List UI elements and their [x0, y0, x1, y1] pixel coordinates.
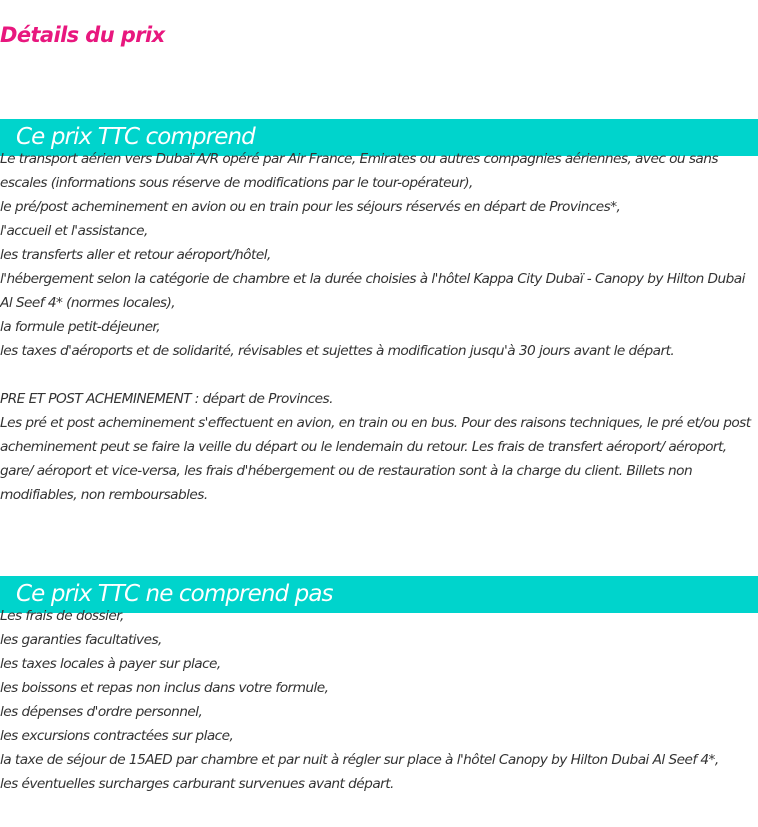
- excluded-item: la taxe de séjour de 15AED par chambre et par nuit à régler sur place à l'hôtel Canopy by Hilton Dubai Al Seef 4*,: [0, 752, 719, 768]
- excluded-item: Les frais de dossier,: [0, 608, 124, 624]
- page-title: Détails du prix: [0, 23, 165, 47]
- included-item: le pré/post acheminement en avion ou en train pour les séjours réservés en départ de Provinces*,: [0, 199, 621, 215]
- excluded-item: les boissons et repas non inclus dans votre formule,: [0, 680, 329, 696]
- included-item: Le transport aérien vers Dubaï A/R opéré par Air France, Emirates ou autres compagnies aériennes, avec ou sans escales (informations sous réserve de modifications par le tour-opérateur),: [0, 151, 718, 191]
- excluded-item: les dépenses d'ordre personnel,: [0, 704, 203, 720]
- included-section-body: [0, 147, 758, 507]
- pre-post-note-text: Les pré et post acheminement s'effectuent en avion, en train ou en bus. Pour des raisons techniques, le pré et/ou post acheminement peut se faire la veille du départ ou le lendemain du retour. Les frais de transfert aéroport/ aéroport, gare/ aéroport et vice-versa, les frais d'hébergement ou de restauration sont à la charge du client. Billets non modifiables, non remboursables.: [0, 415, 751, 503]
- included-section-header: Ce prix TTC comprend: [0, 119, 758, 156]
- excluded-item: les excursions contractées sur place,: [0, 728, 234, 744]
- included-item: les transferts aller et retour aéroport/hôtel,: [0, 247, 271, 263]
- included-item: l'accueil et l'assistance,: [0, 223, 148, 239]
- included-item: les taxes d'aéroports et de solidarité, révisables et sujettes à modification jusqu'à 30 jours avant le départ.: [0, 343, 675, 359]
- included-item: l'hébergement selon la catégorie de chambre et la durée choisies à l'hôtel Kappa City Dubaï - Canopy by Hilton Dubai Al Seef 4* (normes locales),: [0, 271, 745, 311]
- excluded-section-body: [0, 604, 758, 796]
- excluded-section-header: Ce prix TTC ne comprend pas: [0, 576, 758, 613]
- pre-post-note-title: PRE ET POST ACHEMINEMENT : départ de Provinces.: [0, 391, 333, 407]
- included-item: la formule petit-déjeuner,: [0, 319, 161, 335]
- excluded-item: les éventuelles surcharges carburant survenues avant départ.: [0, 776, 394, 792]
- paragraph-spacer: [0, 363, 758, 387]
- excluded-item: les garanties facultatives,: [0, 632, 162, 648]
- excluded-item: les taxes locales à payer sur place,: [0, 656, 221, 672]
